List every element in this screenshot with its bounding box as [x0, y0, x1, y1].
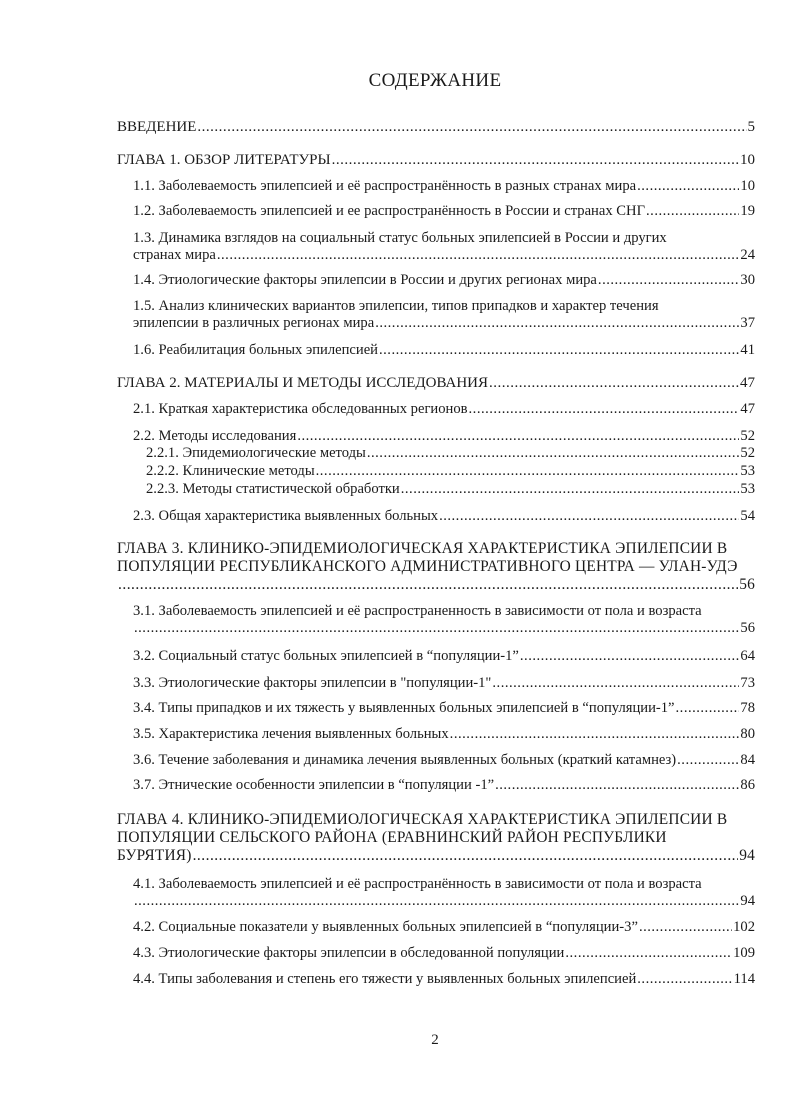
toc-entry-text-line2: ПОПУЛЯЦИИ РЕСПУБЛИКАНСКОГО АДМИНИСТРАТИВНОГО ЦЕНТРА — УЛАН-УДЭ — [117, 558, 738, 575]
toc-entry-chapter-2[interactable] — [117, 375, 755, 392]
toc-entry-text-line1: 3.1. Заболеваемость эпилепсией и её распространенность в зависимости от пола и возраста — [133, 603, 702, 619]
toc-entry-page: 5 — [747, 119, 755, 135]
toc-entry-1-4[interactable] — [133, 272, 755, 289]
toc-entry-3-6[interactable] — [133, 752, 755, 769]
toc-entry-text: 2.1. Краткая характеристика обследованных регионов — [133, 401, 468, 417]
toc-entry-page: 53 — [740, 481, 755, 497]
toc-entry-page: 109 — [733, 945, 755, 961]
toc-entry-text-line1: ГЛАВА 4. КЛИНИКО-ЭПИДЕМИОЛОГИЧЕСКАЯ ХАРАКТЕРИСТИКА ЭПИЛЕПСИИ В — [117, 811, 728, 828]
toc-entry-text: 2.3. Общая характеристика выявленных больных — [133, 508, 439, 524]
toc-entry-2-2[interactable] — [133, 428, 755, 445]
toc-entry-chapter-3[interactable] — [117, 540, 755, 594]
toc-entry-4-1[interactable] — [133, 876, 755, 910]
toc-entry-4-2[interactable] — [133, 919, 755, 936]
toc-entry-text: 1.1. Заболеваемость эпилепсией и её распространённость в разных странах мира — [133, 178, 637, 194]
toc-entry-chapter-4[interactable] — [117, 811, 755, 865]
toc-entry-text: 1.6. Реабилитация больных эпилепсией — [133, 342, 378, 358]
toc-entry-text: 4.2. Социальные показатели у выявленных больных эпилепсией в “популяции-3” — [133, 919, 638, 935]
toc-entry-2-2-2[interactable] — [146, 463, 755, 480]
toc-entry-1-2[interactable] — [133, 203, 755, 220]
toc-entry-2-2-1[interactable] — [146, 445, 755, 462]
toc-entry-text: 2.2. Методы исследования — [133, 428, 297, 444]
toc-entry-text: 2.2.3. Методы статистической обработки — [146, 481, 400, 497]
toc-entry-text: 3.4. Типы припадков и их тяжесть у выявленных больных эпилепсией в “популяции-1” — [133, 700, 675, 716]
toc-entry-text: ГЛАВА 1. ОБЗОР ЛИТЕРАТУРЫ — [117, 152, 331, 168]
toc-entry-3-5[interactable] — [133, 726, 755, 743]
toc-entry-1-3[interactable] — [133, 230, 755, 264]
toc-entry-text-line1: 4.1. Заболеваемость эпилепсией и её распространённость в зависимости от пола и возраста — [133, 876, 702, 892]
toc-entry-text: ГЛАВА 2. МАТЕРИАЛЫ И МЕТОДЫ ИССЛЕДОВАНИЯ — [117, 375, 489, 391]
toc-entry-text: 1.4. Этиологические факторы эпилепсии в России и других регионах мира — [133, 272, 597, 288]
toc-entry-4-3[interactable] — [133, 945, 755, 962]
toc-entry-page: 10 — [740, 178, 755, 194]
toc-entry-text: 3.2. Социальный статус больных эпилепсией в “популяции-1” — [133, 648, 519, 664]
page-title: СОДЕРЖАНИЕ — [368, 70, 502, 91]
toc-entry-page: 37 — [740, 315, 755, 331]
toc-entry-page: 114 — [733, 971, 755, 987]
toc-entry-3-3[interactable] — [133, 675, 755, 692]
toc-entry-3-4[interactable] — [133, 700, 755, 717]
toc-entry-text: ВВЕДЕНИЕ — [117, 119, 197, 135]
toc-entry-page: 56 — [740, 620, 755, 636]
toc-entry-page: 47 — [740, 375, 755, 391]
toc-entry-3-2[interactable] — [133, 648, 755, 665]
toc-entry-page: 64 — [740, 648, 755, 664]
toc-entry-1-6[interactable] — [133, 342, 755, 359]
toc-entry-text: 4.3. Этиологические факторы эпилепсии в обследованной популяции — [133, 945, 565, 961]
toc-entry-page: 94 — [739, 847, 755, 864]
toc-entry-text-line1: 1.3. Динамика взглядов на социальный статус больных эпилепсией в России и других — [133, 230, 667, 246]
toc-entry-2-1[interactable] — [133, 401, 755, 418]
toc-entry-page: 30 — [740, 272, 755, 288]
page-number: 2 — [431, 1032, 439, 1048]
toc-entry-page: 52 — [740, 445, 755, 461]
toc-entry-text: 3.6. Течение заболевания и динамика лечения выявленных больных (краткий катамнез) — [133, 752, 677, 768]
toc-entry-page: 41 — [740, 342, 755, 358]
toc-entry-text: 2.2.1. Эпидемиологические методы — [146, 445, 366, 461]
toc-entry-text: 4.4. Типы заболевания и степень его тяжести у выявленных больных эпилепсией — [133, 971, 637, 987]
toc-entry-page: 54 — [740, 508, 755, 524]
toc-entry-2-2-3[interactable] — [146, 481, 755, 498]
toc-entry-page: 84 — [740, 752, 755, 768]
toc-entry-text: странах мира — [133, 247, 216, 263]
toc-entry-3-1[interactable] — [133, 603, 755, 637]
toc-entry-page: 56 — [739, 576, 755, 593]
toc-entry-text: БУРЯТИЯ) — [117, 847, 192, 864]
toc-entry-text: эпилепсии в различных регионах мира — [133, 315, 375, 331]
toc-entry-page: 10 — [740, 152, 755, 168]
toc-entry-text-line2: ПОПУЛЯЦИИ СЕЛЬСКОГО РАЙОНА (ЕРАВНИНСКИЙ РАЙОН РЕСПУБЛИКИ — [117, 829, 667, 846]
toc-entry-page: 80 — [740, 726, 755, 742]
toc-entry-page: 24 — [740, 247, 755, 263]
toc-entry-text: 2.2.2. Клинические методы — [146, 463, 315, 479]
toc-entry-text: 3.7. Этнические особенности эпилепсии в “популяции -1” — [133, 777, 495, 793]
toc-entry-text: 3.5. Характеристика лечения выявленных больных — [133, 726, 449, 742]
toc-entry-2-3[interactable] — [133, 508, 755, 525]
toc-entry-chapter-1[interactable] — [117, 152, 755, 169]
toc-entry-page: 102 — [733, 919, 755, 935]
toc-entry-text-line1: 1.5. Анализ клинических вариантов эпилепсии, типов припадков и характер течения — [133, 298, 659, 314]
toc-entry-3-7[interactable] — [133, 777, 755, 794]
toc-entry-page: 94 — [740, 893, 755, 909]
toc-entry-page: 47 — [740, 401, 755, 417]
toc-entry-1-5[interactable] — [133, 298, 755, 332]
toc-entry-page: 73 — [740, 675, 755, 691]
toc-entry-page: 78 — [740, 700, 755, 716]
toc-entry-page: 52 — [740, 428, 755, 444]
toc-entry-text-line1: ГЛАВА 3. КЛИНИКО-ЭПИДЕМИОЛОГИЧЕСКАЯ ХАРАКТЕРИСТИКА ЭПИЛЕПСИИ В — [117, 540, 728, 557]
toc-entry-page: 53 — [740, 463, 755, 479]
toc-entry-page: 86 — [740, 777, 755, 793]
toc-entry-4-4[interactable] — [133, 971, 755, 988]
toc-entry-text: 3.3. Этиологические факторы эпилепсии в "популяции-1" — [133, 675, 492, 691]
toc-entry-introduction[interactable] — [117, 119, 755, 136]
toc-entry-text: 1.2. Заболеваемость эпилепсией и ее распространённость в России и странах СНГ — [133, 203, 646, 219]
toc-entry-1-1[interactable] — [133, 178, 755, 195]
toc-entry-page: 19 — [740, 203, 755, 219]
